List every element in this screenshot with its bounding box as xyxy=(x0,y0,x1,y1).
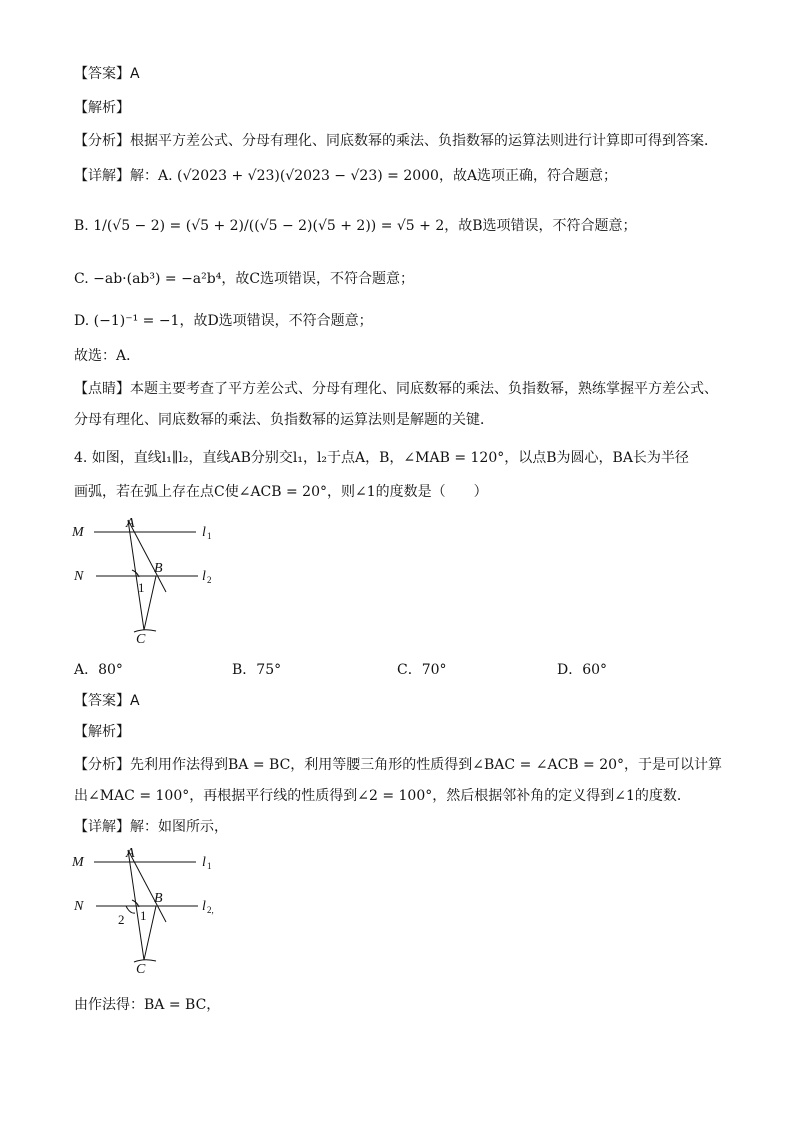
analysis-heading-2: 【解析】 xyxy=(74,724,130,740)
key-point-line-2: 分母有理化、同底数幂的乘法、负指数幂的运算法则是解题的关键． xyxy=(74,412,494,428)
answer-tag-1: 【答案】A xyxy=(74,66,140,82)
choice-conclusion: 故选：A． xyxy=(74,348,141,364)
label-m: M xyxy=(72,855,84,870)
analysis-heading-1: 【解析】 xyxy=(74,100,130,116)
label-c: C xyxy=(136,632,146,647)
analysis-text-2-line-1: 【分析】先利用作法得到BA = BC，利用等腰三角形的性质得到∠BAC = ∠ACB = 20°，于是可以计算 xyxy=(74,757,723,773)
segment-bc xyxy=(144,576,156,630)
detail-option-c: C. −ab·(ab³) = −a²b⁴，故C选项错误，不符合题意； xyxy=(74,271,415,287)
option-b: B．75° xyxy=(232,662,282,678)
label-a: A xyxy=(126,516,135,531)
label-l1: l xyxy=(202,525,206,540)
label-angle-2: 2 xyxy=(118,912,125,927)
detail-heading-2: 【详解】解：如图所示， xyxy=(74,819,228,835)
segment-ac xyxy=(128,850,144,960)
question-4-line-2: 画弧，若在弧上存在点C使∠ACB = 20°，则∠1的度数是（ ） xyxy=(74,484,488,500)
label-b: B xyxy=(154,561,163,576)
analysis-text-1: 【分析】根据平方差公式、分母有理化、同底数幂的乘法、负指数幂的运算法则进行计算即可得到答案． xyxy=(74,133,718,149)
detail-option-b: B. 1/(√5 − 2) = (√5 + 2)/((√5 − 2)(√5 + 2)) = √5 + 2，故B选项错误，不符合题意； xyxy=(74,218,637,234)
label-angle-1: 1 xyxy=(140,908,147,923)
label-n: N xyxy=(74,899,84,914)
label-l1-sub: 1 xyxy=(207,531,212,541)
detail-option-d: D. (−1)⁻¹ = −1，故D选项错误，不符合题意； xyxy=(74,313,373,329)
label-l1-sub: 1 xyxy=(207,861,212,871)
detail-option-a: 【详解】解：A. (√2023 + √23)(√2023 − √23) = 2000，故A选项正确，符合题意； xyxy=(74,168,618,184)
label-l2-sub: 2, xyxy=(207,905,214,915)
label-c: C xyxy=(136,962,146,977)
label-n: N xyxy=(74,569,84,584)
segment-ac xyxy=(128,520,144,630)
key-point-line-1: 【点睛】本题主要考查了平方差公式、分母有理化、同底数幂的乘法、负指数幂，熟练掌握平方差公式、 xyxy=(74,381,718,397)
option-a: A．80° xyxy=(74,662,123,678)
label-b: B xyxy=(154,891,163,906)
option-c: C．70° xyxy=(397,662,447,678)
label-l2-sub: 2 xyxy=(207,575,212,585)
answer-tag-2: 【答案】A xyxy=(74,693,140,709)
option-d: D．60° xyxy=(557,662,608,678)
detail-text-2: 由作法得：BA = BC， xyxy=(74,997,221,1013)
question-4-line-1: 4. 如图，直线l₁∥l₂，直线AB分别交l₁，l₂于点A，B，∠MAB = 120°，以点B为圆心，BA长为半径 xyxy=(74,450,689,466)
solution-figure xyxy=(66,840,236,980)
label-a: A xyxy=(126,846,135,861)
analysis-text-2-line-2: 出∠MAC = 100°，再根据平行线的性质得到∠2 = 100°，然后根据邻补角的定义得到∠1的度数． xyxy=(74,788,691,804)
label-l1: l xyxy=(202,855,206,870)
angle-2-arc xyxy=(126,906,135,913)
label-l2: l xyxy=(202,569,206,584)
question-figure xyxy=(66,510,236,650)
label-m: M xyxy=(72,525,84,540)
label-l2: l xyxy=(202,899,206,914)
label-angle-1: 1 xyxy=(138,580,145,595)
